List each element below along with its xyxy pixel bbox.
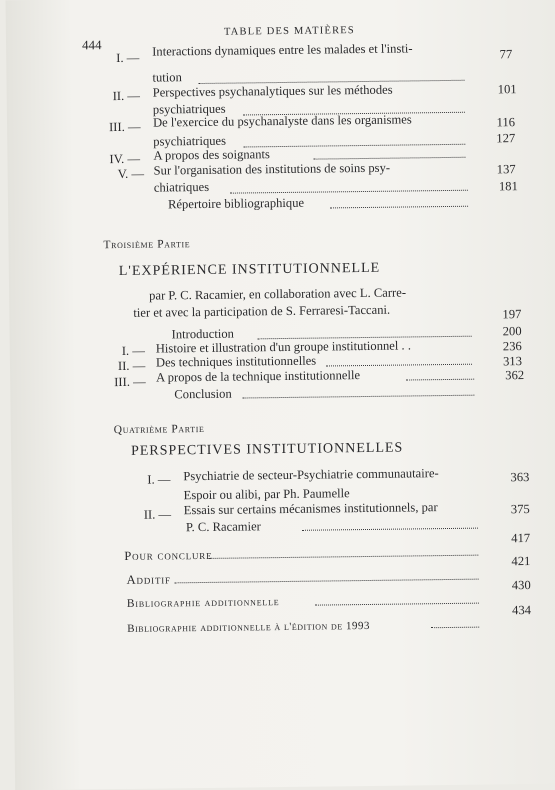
entry-page: 127 xyxy=(496,131,516,146)
entry-title-cont: Espoir ou alibi, par Ph. Paumelle xyxy=(183,486,350,503)
entry-roman: II. — xyxy=(117,358,146,374)
entry-page: 375 xyxy=(510,502,530,517)
entry-title: Additif xyxy=(126,572,171,587)
part-label: Troisième Partie xyxy=(103,238,191,252)
entry-roman: III. — xyxy=(108,119,141,135)
entry-page: 101 xyxy=(497,82,517,97)
dot-leader xyxy=(315,603,479,606)
entry-title: A propos de la technique institutionnelle xyxy=(156,368,361,385)
entry-title-cont: P. C. Racamier xyxy=(185,519,261,535)
entry-page: 417 xyxy=(511,531,531,546)
dot-leader xyxy=(243,144,465,148)
entry-page: 200 xyxy=(502,324,522,339)
dot-leader xyxy=(431,627,479,629)
dot-leader xyxy=(302,528,478,531)
dot-leader xyxy=(242,395,474,399)
dot-leader xyxy=(330,206,468,209)
entry-title-cont: psychiatriques xyxy=(153,133,227,149)
dot-leader xyxy=(175,579,479,584)
entry-page: 313 xyxy=(502,354,523,369)
dot-leader xyxy=(313,157,465,160)
entry-page: 181 xyxy=(498,179,518,194)
book-page xyxy=(6,0,555,790)
entry-title: Perspectives psychanalytiques sur les méthodes xyxy=(152,82,393,100)
dot-leader xyxy=(326,364,472,367)
entry-title: Interactions dynamiques entre les malades et l'insti- xyxy=(152,41,413,59)
entry-title: Bibliographie additionnelle à l'édition de 1993 xyxy=(127,619,371,635)
section-title: L'EXPÉRIENCE INSTITUTIONNELLE xyxy=(118,260,381,280)
page-number: 444 xyxy=(81,37,102,53)
entry-title: Introduction xyxy=(171,326,234,342)
entry-title: Pour conclure xyxy=(124,547,213,563)
entry-roman: I. — xyxy=(116,50,140,66)
running-header: TABLE DES MATIÈRES xyxy=(223,25,355,38)
entry-page: 362 xyxy=(505,368,525,383)
entry-title-cont: tution xyxy=(152,70,182,85)
entry-title: De l'exercice du psychanalyste dans les organismes xyxy=(152,112,412,130)
entry-title: Sur l'organisation des institutions de soins psy- xyxy=(153,160,391,178)
entry-title: Histoire et illustration d'un groupe institutionnel . . xyxy=(155,338,412,356)
byline: par P. C. Racamier, en collaboration avec L. Carre- xyxy=(149,285,407,303)
entry-roman: II. — xyxy=(143,507,172,522)
entry-page: 236 xyxy=(502,339,522,354)
entry-title: Des techniques institutionnelles xyxy=(155,353,317,370)
entry-title-cont: psychiatriques xyxy=(152,101,226,117)
dot-leader xyxy=(230,190,468,194)
entry-roman: IV. — xyxy=(109,151,141,167)
dot-leader xyxy=(406,379,474,381)
entry-page: 430 xyxy=(511,577,531,593)
entry-roman: II. — xyxy=(112,88,141,104)
byline-cont: tier et avec la participation de S. Ferraresi-Taccani. xyxy=(133,302,391,320)
entry-title: A propos des soignants xyxy=(153,147,270,163)
entry-roman: I. — xyxy=(147,472,171,487)
entry-roman: III. — xyxy=(114,374,146,390)
entry-title: Essais sur certains mécanismes institutionnels, par xyxy=(183,500,438,518)
entry-title: Psychiatrie de secteur-Psychiatrie communautaire- xyxy=(183,466,439,484)
entry-title-cont: chiatriques xyxy=(153,179,210,195)
entry-roman: I. — xyxy=(121,343,145,358)
entry-title: Bibliographie additionnelle xyxy=(126,596,280,610)
entry-roman: V. — xyxy=(117,166,145,182)
entry-page: 77 xyxy=(499,47,513,62)
section-title: PERSPECTIVES INSTITUTIONNELLES xyxy=(130,440,404,459)
part-label: Quatrième Partie xyxy=(113,422,205,437)
entry-page: 421 xyxy=(511,553,531,569)
entry-page: 116 xyxy=(496,115,516,130)
dot-leader xyxy=(208,555,478,559)
entry-page: 363 xyxy=(510,470,530,485)
entry-page: 137 xyxy=(496,162,516,177)
entry-page: 434 xyxy=(512,602,532,618)
entry-title: Répertoire bibliographique xyxy=(167,195,305,212)
entry-page: 197 xyxy=(502,307,522,322)
entry-title: Conclusion xyxy=(174,386,232,402)
